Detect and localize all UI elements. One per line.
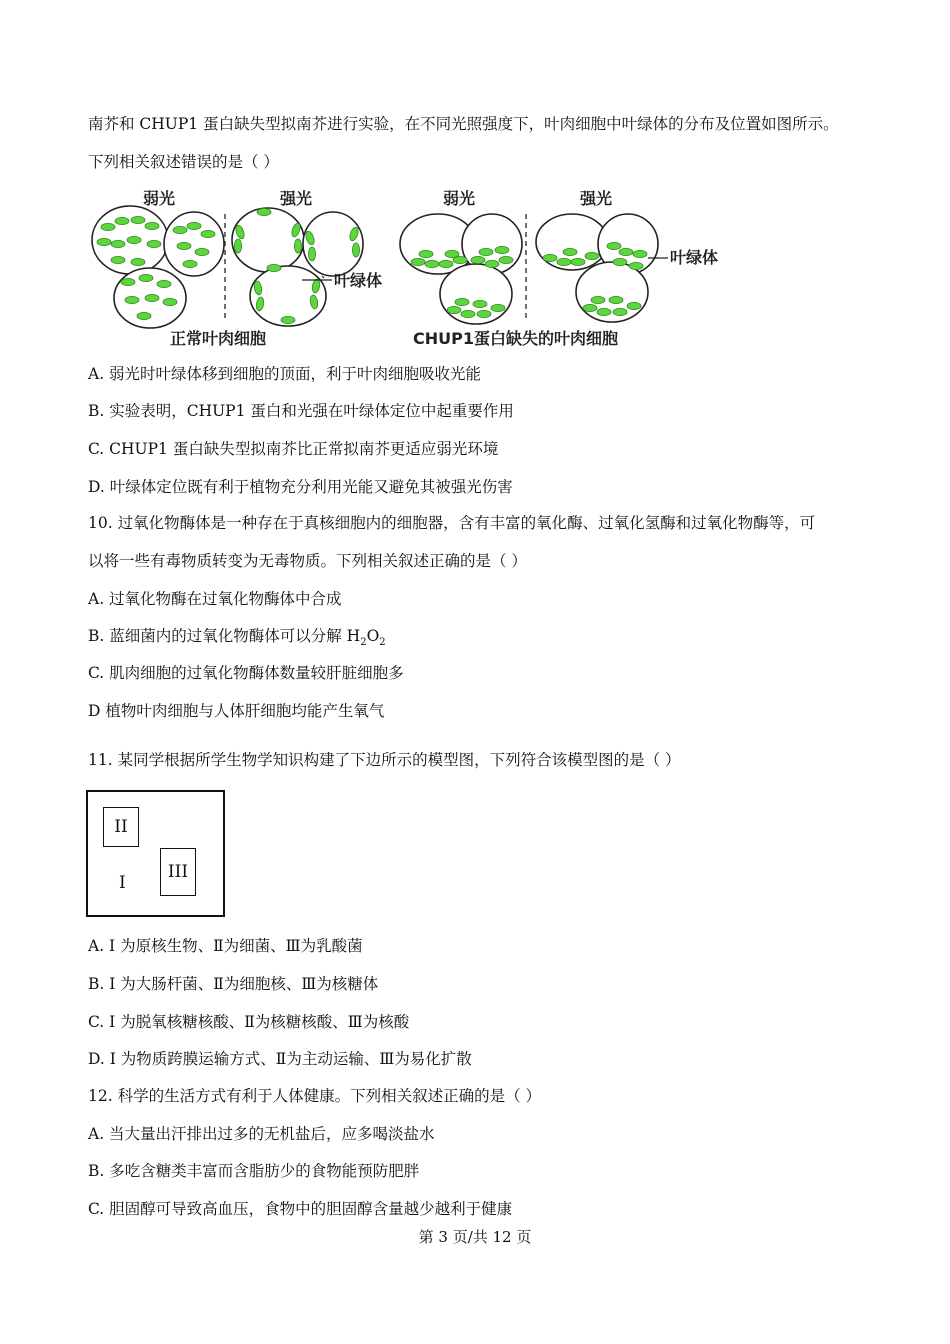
model-diagram xyxy=(86,790,225,917)
q10-option-c: C. 肌肉细胞的过氧化物酶体数量较肝脏细胞多 xyxy=(88,664,404,682)
normal-weak-cells xyxy=(92,206,224,328)
mutant-caption: CHUP1蛋白缺失的叶肉细胞 xyxy=(413,329,618,348)
q10-option-d: D 植物叶肉细胞与人体肝细胞均能产生氧气 xyxy=(88,702,385,720)
box-ii-label: II xyxy=(114,817,128,837)
q12-option-a: A. 当大量出汗排出过多的无机盐后，应多喝淡盐水 xyxy=(88,1125,435,1143)
box-iii-label: III xyxy=(167,862,189,882)
q9-option-d: D. 叶绿体定位既有利于植物充分利用光能又避免其被强光伤害 xyxy=(88,478,513,496)
o-letter: O xyxy=(366,627,380,645)
chloroplast-label-1: 叶绿体 xyxy=(334,271,383,290)
q11-option-d: D. Ⅰ 为物质跨膜运输方式、Ⅱ为主动运输、Ⅲ为易化扩散 xyxy=(88,1050,472,1068)
box-iii xyxy=(160,848,196,896)
q9-option-b: B. 实验表明，CHUP1 蛋白和光强在叶绿体定位中起重要作用 xyxy=(88,402,514,420)
q10-option-b-text: B. 蓝细菌内的过氧化物酶体可以分解 H xyxy=(88,627,361,645)
q10-option-b xyxy=(88,626,386,653)
q11-stem: 11. 某同学根据所学生物学知识构建了下边所示的模型图，下列符合该模型图的是（ ） xyxy=(88,751,681,769)
q10-option-a: A. 过氧化物酶在过氧化物酶体中合成 xyxy=(88,590,342,608)
normal-caption: 正常叶肉细胞 xyxy=(170,329,267,348)
q12-stem: 12. 科学的生活方式有利于人体健康。下列相关叙述正确的是（ ） xyxy=(88,1087,542,1105)
page-footer: 第 3 页/共 12 页 xyxy=(418,1228,532,1246)
mutant-strong-cells xyxy=(536,214,668,322)
q11-option-b: B. Ⅰ 为大肠杆菌、Ⅱ为细胞核、Ⅲ为核糖体 xyxy=(88,975,379,993)
q12-option-c: C. 胆固醇可导致高血压，食物中的胆固醇含量越少越利于健康 xyxy=(88,1200,513,1218)
box-ii xyxy=(103,807,139,847)
q9-option-c: C. CHUP1 蛋白缺失型拟南芥比正常拟南芥更适应弱光环境 xyxy=(88,440,499,458)
weak-light-label-1: 弱光 xyxy=(143,189,176,208)
intro-line-1: 南芥和 CHUP1 蛋白缺失型拟南芥进行实验，在不同光照强度下，叶肉细胞中叶绿体的分布及位置如图所示。 xyxy=(88,115,839,133)
o-subscript: 2 xyxy=(379,637,386,649)
q9-option-a: A. 弱光时叶绿体移到细胞的顶面，利于叶肉细胞吸收光能 xyxy=(88,365,482,383)
q10-stem-2: 以将一些有毒物质转变为无毒物质。下列相关叙述正确的是（ ） xyxy=(88,552,527,570)
box-i-label: I xyxy=(119,873,126,893)
q11-option-a: A. Ⅰ 为原核生物、Ⅱ为细菌、Ⅲ为乳酸菌 xyxy=(88,937,363,955)
strong-light-label-2: 强光 xyxy=(580,189,613,208)
question-stem: 下列相关叙述错误的是（ ） xyxy=(88,153,279,171)
h-subscript: 2 xyxy=(360,637,367,649)
strong-light-label-1: 强光 xyxy=(280,189,313,208)
q12-option-b: B. 多吃含糖类丰富而含脂肪少的食物能预防肥胖 xyxy=(88,1162,420,1180)
chloroplast-figure xyxy=(88,182,738,352)
chloroplast-label-2: 叶绿体 xyxy=(670,248,719,267)
weak-light-label-2: 弱光 xyxy=(443,189,476,208)
mutant-weak-cells xyxy=(400,214,522,324)
normal-strong-cells xyxy=(232,208,363,326)
q10-stem-1: 10. 过氧化物酶体是一种存在于真核细胞内的细胞器，含有丰富的氧化酶、过氧化氢酶和过氧化物酶等，可 xyxy=(88,514,816,532)
q11-option-c: C. Ⅰ 为脱氧核糖核酸、Ⅱ为核糖核酸、Ⅲ为核酸 xyxy=(88,1013,410,1031)
